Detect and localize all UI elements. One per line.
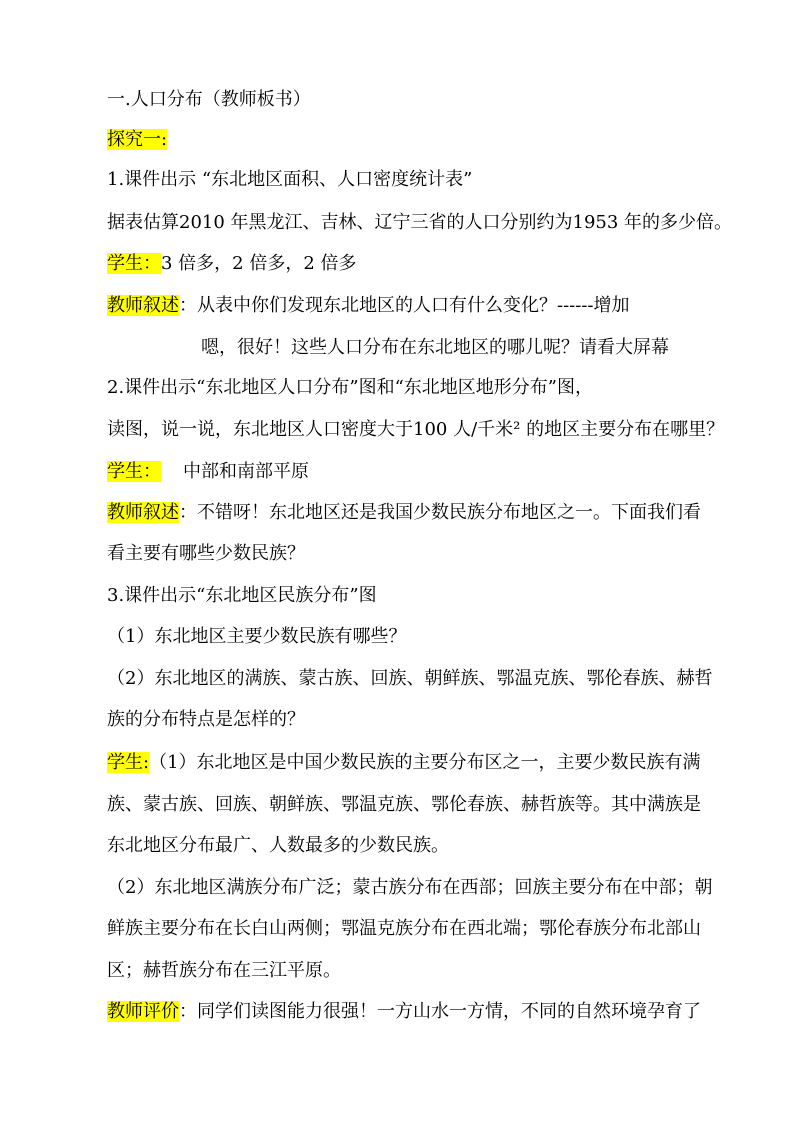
student-answer-3-line3: 东北地区分布最广、人数最多的少数民族。 (107, 835, 449, 856)
section-title: 一.人口分布（教师板书） (107, 89, 311, 110)
evaluation-label: 教师评价 (107, 1001, 179, 1022)
teacher-narration-1-cont: 嗯，很好！这些人口分布在东北地区的哪儿呢？请看大屏幕 (201, 337, 669, 358)
evaluation-text: ：同学们读图能力很强！一方山水一方情，不同的自然环境孕育了 (179, 1001, 701, 1022)
student-answer-text: 3 倍多，2 倍多，2 倍多 (161, 253, 357, 274)
teacher-narration-2-cont: 看主要有哪些少数民族？ (107, 543, 305, 564)
student-label: 学生： (107, 253, 161, 274)
item2-title: 2.课件出示“东北地区人口分布”图和“东北地区地形分布”图， (107, 377, 593, 398)
item1-title: 1.课件出示 “东北地区面积、人口密度统计表” (107, 169, 473, 190)
question-1: （1）东北地区主要少数民族有哪些？ (107, 626, 407, 647)
student-answer-4-line3: 区；赫哲族分布在三江平原。 (107, 960, 341, 981)
teacher-evaluation (107, 1000, 701, 1024)
student-answer-text: （1）东北地区是中国少数民族的主要分布区之一，主要少数民族有满 (149, 752, 701, 773)
student-answer-2 (107, 460, 309, 484)
teacher-narration-text: ：不错呀！东北地区还是我国少数民族分布地区之一。下面我们看 (179, 502, 701, 523)
teacher-narration-1 (107, 294, 630, 318)
student-answer-3-line2: 族、蒙古族、回族、朝鲜族、鄂温克族、鄂伦春族、赫哲族等。其中满族是 (107, 794, 701, 815)
student-answer-text: 中部和南部平原 (183, 461, 309, 482)
item2-question: 读图，说一说，东北地区人口密度大于100 人/千米² 的地区主要分布在哪里？ (107, 419, 725, 440)
student-answer-4-line2: 鲜族主要分布在长白山两侧；鄂温克族分布在西北端；鄂伦春族分布北部山 (107, 918, 701, 939)
explore-tag-line (107, 128, 167, 152)
student-answer-3-line1 (107, 751, 701, 775)
teacher-label: 教师叙述 (107, 295, 179, 316)
item3-title: 3.课件出示“东北地区民族分布”图 (107, 585, 377, 606)
question-2-line1: （2）东北地区的满族、蒙古族、回族、朝鲜族、鄂温克族、鄂伦春族、赫哲 (107, 668, 713, 689)
student-label: 学生: (107, 752, 150, 773)
student-answer-4-line1: （2）东北地区满族分布广泛；蒙古族分布在西部；回族主要分布在中部；朝 (107, 877, 713, 898)
item1-question: 据表估算2010 年黑龙江、吉林、辽宁三省的人口分别约为1953 年的多少倍。 (107, 212, 733, 233)
teacher-narration-2 (107, 501, 701, 525)
student-label: 学生： (107, 461, 161, 482)
question-2-line2: 族的分布特点是怎样的？ (107, 709, 305, 730)
teacher-label: 教师叙述 (107, 502, 179, 523)
student-answer-1 (107, 252, 357, 276)
teacher-narration-text: ：从表中你们发现东北地区的人口有什么变化？------增加 (179, 295, 630, 316)
explore-tag: 探究一: (107, 129, 168, 150)
